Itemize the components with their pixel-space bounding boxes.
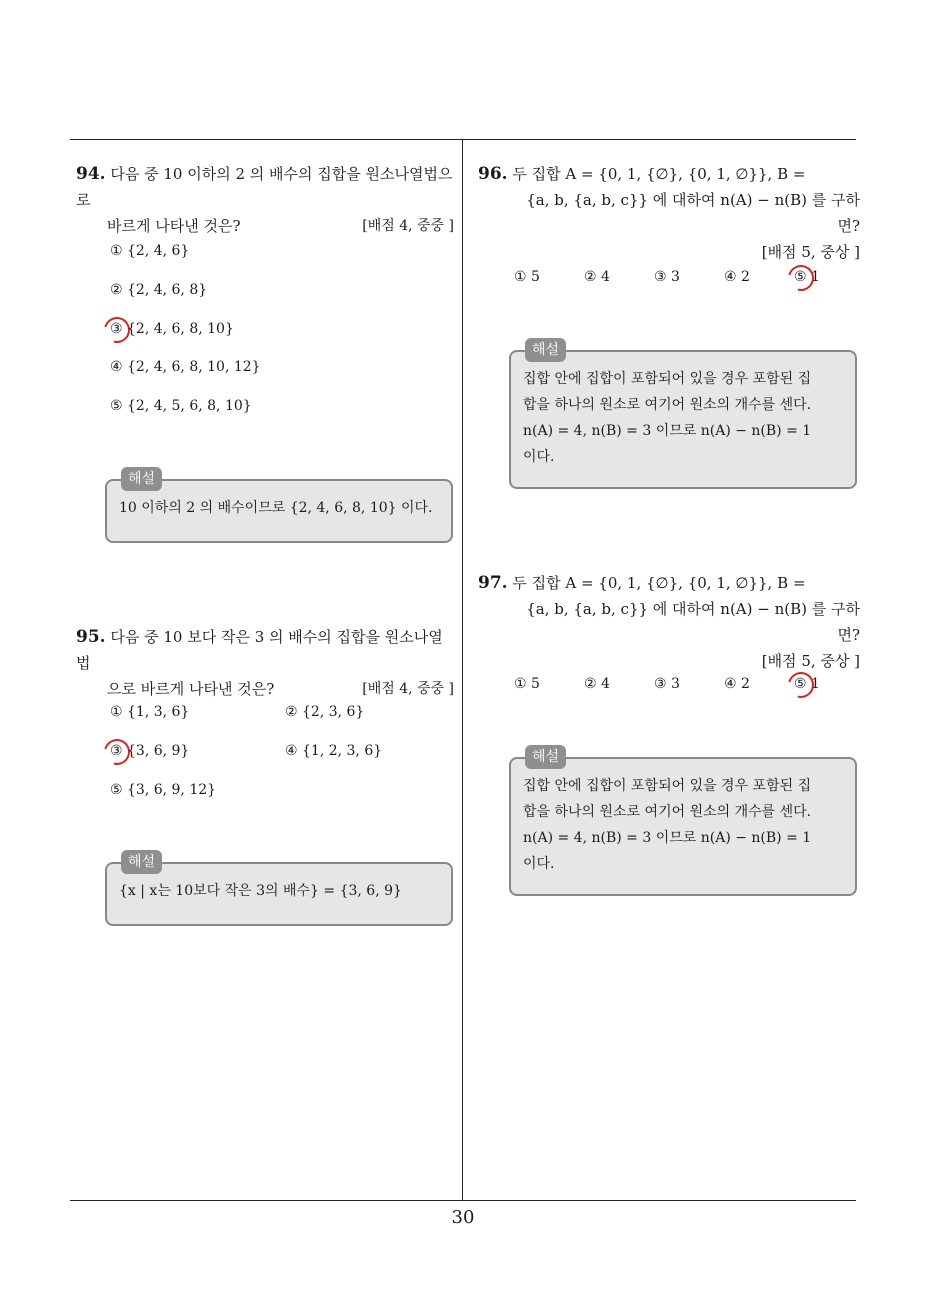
solution-line: n(A) = 4, n(B) = 3 이므로 n(A) − n(B) = 1 bbox=[523, 830, 812, 846]
question-number: 94. bbox=[76, 164, 106, 184]
choice-3[interactable]: ③ {2, 4, 6, 8, 10} bbox=[110, 321, 234, 337]
choice-1[interactable]: ① 5 bbox=[514, 269, 540, 285]
question-text-2: {a, b, {a, b, c}} 에 대하여 n(A) − n(B) 를 구하면? bbox=[526, 600, 860, 644]
solution-line: 이다. bbox=[523, 449, 555, 465]
solution-box bbox=[105, 471, 453, 543]
choice-5[interactable]: ⑤ {3, 6, 9, 12} bbox=[110, 782, 217, 798]
score-meta: [배점 5, 중상 ] bbox=[761, 243, 860, 261]
solution-line: 합을 하나의 원소로 여기어 원소의 개수를 센다. bbox=[523, 804, 812, 820]
choice-3[interactable]: ③ {3, 6, 9} bbox=[110, 743, 190, 759]
question-94 bbox=[76, 161, 454, 239]
question-number: 95. bbox=[76, 627, 106, 647]
solution-tag: 해설 bbox=[121, 850, 162, 874]
choice-5[interactable]: ⑤ {2, 4, 5, 6, 8, 10} bbox=[110, 398, 252, 414]
question-text: 두 집합 A = {0, 1, {∅}, {0, 1, ∅}}, B = bbox=[512, 165, 806, 183]
solution-line: 집합 안에 집합이 포함되어 있을 경우 포함된 집 bbox=[523, 778, 812, 794]
question-number: 96. bbox=[478, 164, 508, 184]
choice-2[interactable]: ② {2, 3, 6} bbox=[285, 704, 365, 720]
question-text: 두 집합 A = {0, 1, {∅}, {0, 1, ∅}}, B = bbox=[512, 574, 806, 592]
solution-text: {x | x는 10보다 작은 3의 배수} = {3, 6, 9} bbox=[119, 883, 402, 899]
solution-box bbox=[509, 749, 857, 896]
choice-4[interactable]: ④ 2 bbox=[724, 676, 750, 692]
question-text: 다음 중 10 이하의 2 의 배수의 집합을 원소나열법으로 bbox=[76, 165, 453, 209]
choice-2[interactable]: ② 4 bbox=[584, 676, 610, 692]
score-meta: [배점 4, 중중 ] bbox=[362, 681, 454, 697]
choice-1[interactable]: ① {2, 4, 6} bbox=[110, 243, 190, 259]
question-number: 97. bbox=[478, 573, 508, 593]
solution-tag: 해설 bbox=[525, 338, 566, 362]
solution-box bbox=[509, 342, 857, 489]
choice-1[interactable]: ① 5 bbox=[514, 676, 540, 692]
solution-line: 합을 하나의 원소로 여기어 원소의 개수를 센다. bbox=[523, 397, 812, 413]
question-95 bbox=[76, 624, 454, 702]
solution-line: n(A) = 4, n(B) = 3 이므로 n(A) − n(B) = 1 bbox=[523, 423, 812, 439]
bottom-rule bbox=[70, 1200, 856, 1201]
solution-line: 집합 안에 집합이 포함되어 있을 경우 포함된 집 bbox=[523, 371, 812, 387]
choice-5[interactable]: ⑤ 1 bbox=[794, 676, 820, 692]
choice-4[interactable]: ④ {2, 4, 6, 8, 10, 12} bbox=[110, 359, 261, 375]
choice-1[interactable]: ① {1, 3, 6} bbox=[110, 704, 190, 720]
question-text: 다음 중 10 보다 작은 3 의 배수의 집합을 원소나열법 bbox=[76, 628, 443, 672]
choice-3[interactable]: ③ 3 bbox=[654, 676, 680, 692]
question-97 bbox=[478, 570, 860, 674]
solution-text: 10 이하의 2 의 배수이므로 {2, 4, 6, 8, 10} 이다. bbox=[119, 500, 433, 516]
column-divider bbox=[462, 139, 463, 1201]
choice-4[interactable]: ④ {1, 2, 3, 6} bbox=[285, 743, 383, 759]
solution-line: 이다. bbox=[523, 856, 555, 872]
choice-4[interactable]: ④ 2 bbox=[724, 269, 750, 285]
solution-box bbox=[105, 854, 453, 926]
choice-5[interactable]: ⑤ 1 bbox=[794, 269, 820, 285]
choice-2[interactable]: ② {2, 4, 6, 8} bbox=[110, 282, 208, 298]
page-number: 30 bbox=[451, 1207, 475, 1228]
top-rule bbox=[70, 139, 856, 140]
solution-tag: 해설 bbox=[525, 745, 566, 769]
question-text-2: 으로 바르게 나타낸 것은? bbox=[107, 680, 275, 698]
solution-tag: 해설 bbox=[121, 467, 162, 491]
choice-3[interactable]: ③ 3 bbox=[654, 269, 680, 285]
score-meta: [배점 5, 중상 ] bbox=[761, 652, 860, 670]
question-96 bbox=[478, 161, 860, 265]
question-text-2: 바르게 나타낸 것은? bbox=[107, 217, 241, 235]
score-meta: [배점 4, 중중 ] bbox=[362, 218, 454, 234]
choice-2[interactable]: ② 4 bbox=[584, 269, 610, 285]
question-text-2: {a, b, {a, b, c}} 에 대하여 n(A) − n(B) 를 구하면? bbox=[526, 191, 860, 235]
